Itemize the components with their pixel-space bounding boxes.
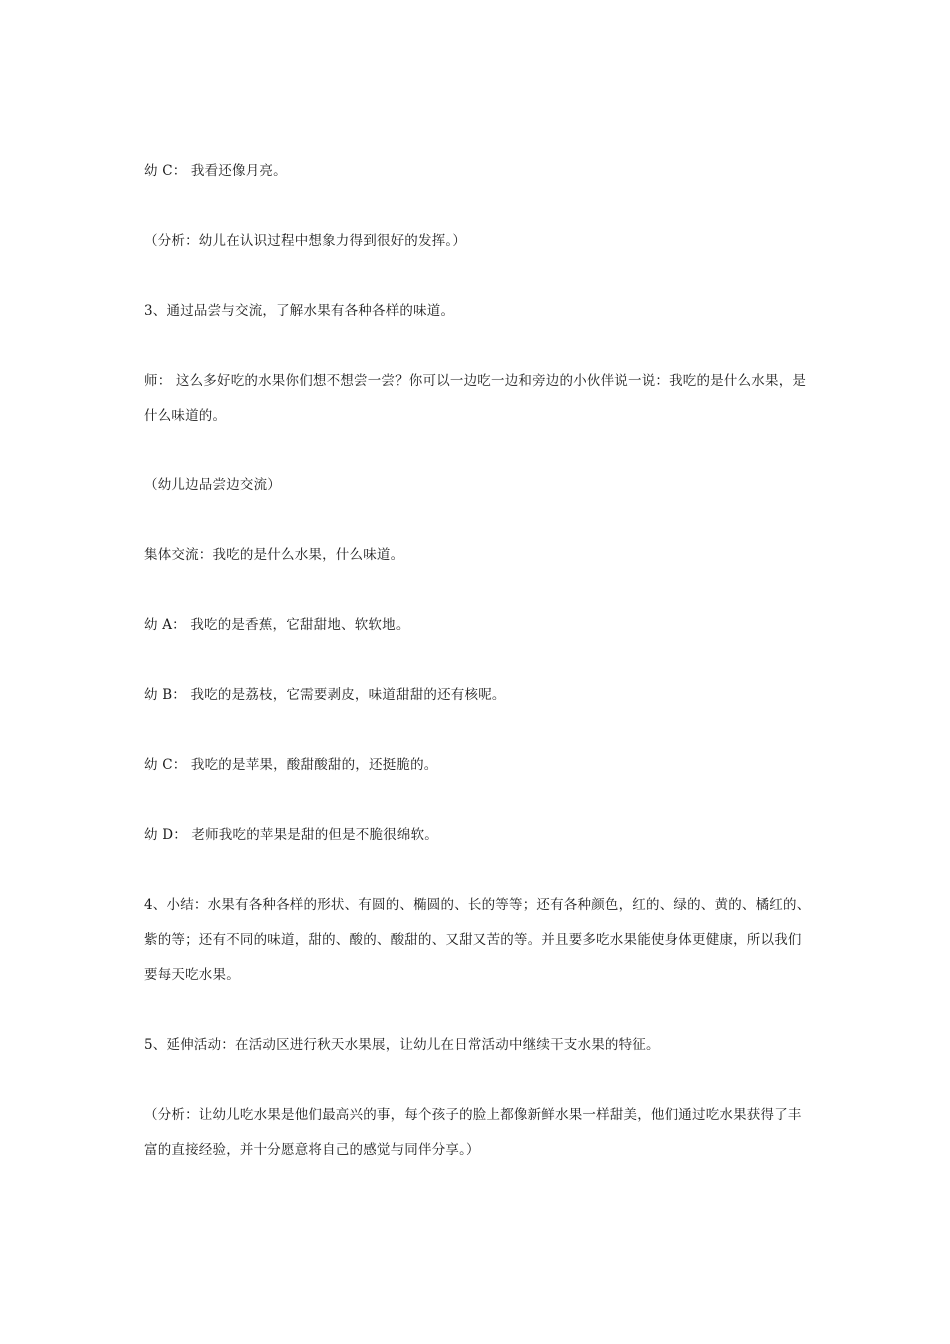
dialogue-child-c: 幼 C： 我吃的是苹果，酸甜酸甜的，还挺脆的。 — [144, 757, 438, 773]
step-5-extension: 5、延伸活动：在活动区进行秋天水果展，让幼儿在日常活动中继续干支水果的特征。 — [144, 1037, 660, 1053]
step-4-summary: 4、小结：水果有各种各样的形状、有圆的、椭圆的、长的等等；还有各种颜色，红的、绿的、黄的、橘红的、紫的等；还有不同的味道，甜的、酸的、酸甜的、又甜又苦的等。并且要多吃水果能使身体更健康，所以我们要每天吃水果。 — [144, 897, 811, 983]
document-body — [144, 154, 812, 1168]
dialogue-child-d: 幼 D： 老师我吃的苹果是甜的但是不脆很绵软。 — [144, 827, 439, 843]
activity-note: （幼儿边品尝边交流） — [144, 477, 281, 493]
analysis-sharing: （分析：让幼儿吃水果是他们最高兴的事，每个孩子的脸上都像新鲜水果一样甜美，他们通过吃水果获得了丰富的直接经验，并十分愿意将自己的感觉与同伴分享。） — [144, 1107, 802, 1158]
dialogue-child-a: 幼 A： 我吃的是香蕉，它甜甜地、软软地。 — [144, 617, 410, 633]
dialogue-child-c-moon: 幼 C： 我看还像月亮。 — [144, 163, 287, 179]
group-exchange: 集体交流：我吃的是什么水果，什么味道。 — [144, 547, 405, 563]
analysis-imagination: （分析：幼儿在认识过程中想象力得到很好的发挥。） — [144, 233, 467, 249]
teacher-prompt: 师： 这么多好吃的水果你们想不想尝一尝？你可以一边吃一边和旁边的小伙伴说一说：我吃的是什么水果，是什么味道的。 — [144, 373, 807, 424]
step-3-heading: 3、通过品尝与交流，了解水果有各种各样的味道。 — [144, 303, 455, 319]
dialogue-child-b: 幼 B： 我吃的是荔枝，它需要剥皮，味道甜甜的还有核呢。 — [144, 687, 506, 703]
